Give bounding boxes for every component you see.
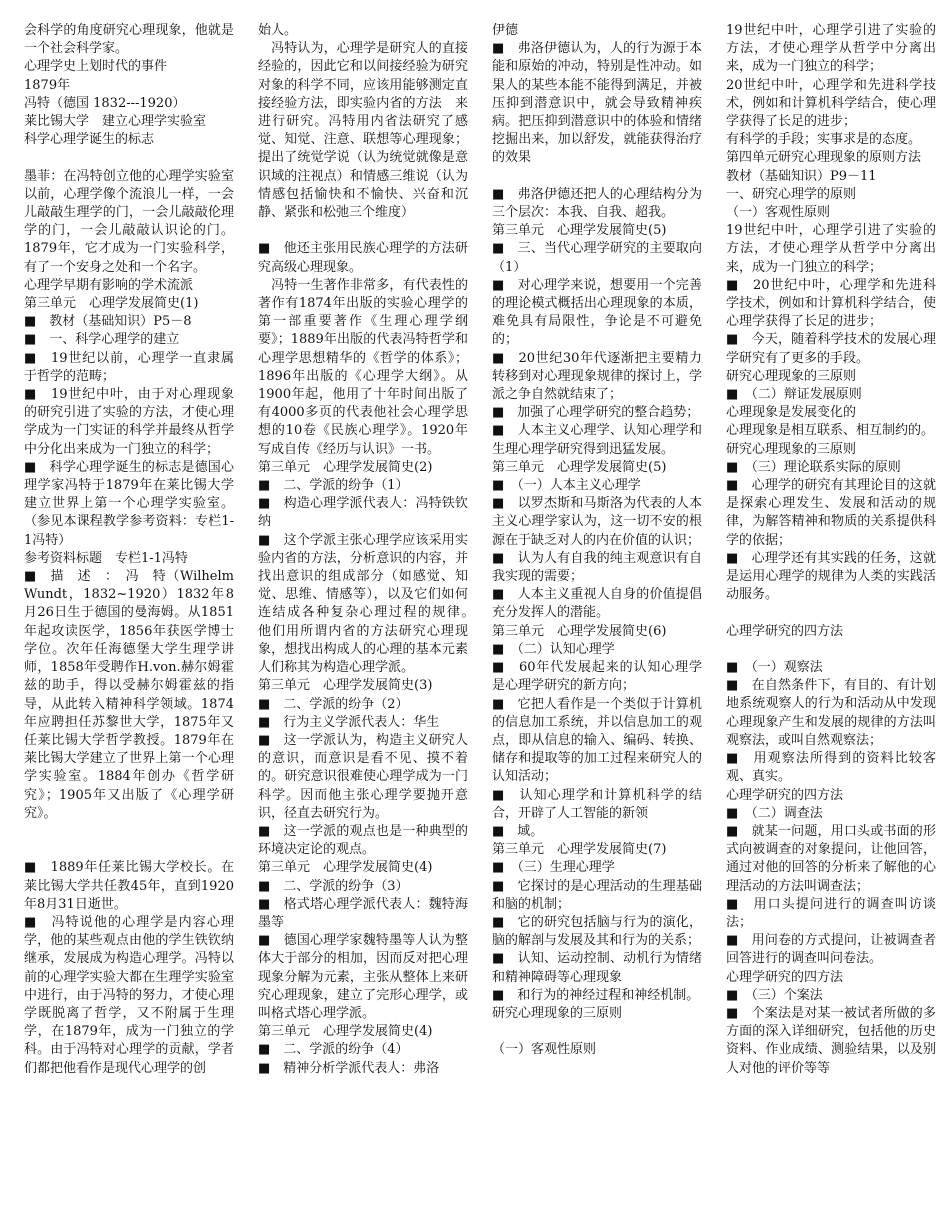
paragraph: 会科学的角度研究心理现象，他就是一个社会科学家。 xyxy=(24,23,234,57)
paragraph: ■ （三）个案法 xyxy=(726,987,823,1003)
paragraph: ■ 对心理学来说，想要用一个完善的理论模式概括出心理现象的本质，难免具有局限性，争论是不可避免的； xyxy=(492,277,702,348)
paragraph: ■ 以罗杰斯和马斯洛为代表的人本主义心理学家认为，这一切不安的根源在于缺乏对人的内在价值的认识； xyxy=(492,496,702,548)
paragraph: 第三单元 心理学发展简史(7) xyxy=(492,842,667,858)
paragraph: （一）客观性原则 xyxy=(726,205,831,221)
paragraph: 研究心理现象的三原则 xyxy=(726,441,857,457)
paragraph: 心理学早期有影响的学术流派 xyxy=(24,277,194,293)
paragraph: 冯特一生著作非常多，有代表性的著作有1874年出版的实验心理学的第一部重要著作《生理心理学纲要》；1889年出版的代表冯特哲学和心理学思想精华的《哲学的体系》；1896年出版的《心理学大纲》。从1900年起，他用了十年时间出版了有4000多页的代表他社会心理学思想的10卷《民族心理学》。1920年写成自传《经历与认识》一书。 xyxy=(258,277,468,457)
paragraph: 第三单元 心理学发展简史(3) xyxy=(258,678,433,694)
paragraph: ■ 格式塔心理学派代表人：魏特海墨等 xyxy=(258,896,468,930)
paragraph: ■ 人本主义重视人自身的价值提倡充分发挥人的潜能。 xyxy=(492,587,702,621)
paragraph: ■ 冯特说他的心理学是内容心理学，他的某些观点由他的学生铁钦纳继承，发展成为构造心理学。冯特以前的心理学实验大都在生理学实验室中进行，由于冯特的努力，才使心理学既脱离了哲学，又不附属于生理学，在1879年，成为一门独立的学科。由于冯特对心理学的贡献，学者们都把他看作是现代心理学的创 xyxy=(24,914,234,1076)
paragraph: ■ 二、学派的纷争（2） xyxy=(258,696,409,712)
paragraph: ■ 认知心理学和计算机科学的结合，开辟了人工智能的新领 xyxy=(492,787,702,821)
paragraph: 20世纪中叶，心理学和先进科学技术，例如和计算机科学结合，使心理学获得了长足的进步； xyxy=(726,77,936,130)
paragraph: ■ 认知、运动控制、动机行为情绪和精神障碍等心理现象 xyxy=(492,951,702,985)
paragraph: 第四单元研究心理现象的原则方法 xyxy=(726,150,922,166)
paragraph: 第三单元 心理学发展简史(6) xyxy=(492,623,667,639)
paragraph: ■ 弗洛伊德认为，人的行为源于本能和原始的冲动，特别是性冲动。如果人的某些本能不能得到满足，并被压抑到潜意识中，就会导致精神疾病。把压抑到潜意识中的体验和情绪挖掘出来，加以舒发，就能获得治疗的效果 xyxy=(492,41,702,166)
paragraph: 一、研究心理学的原则 xyxy=(726,186,857,202)
paragraph: ■ （一）人本主义心理学 xyxy=(492,478,641,494)
text-column-3 xyxy=(492,22,702,1222)
paragraph: ■ 这一学派认为，构造主义研究人的意识，而意识是看不见、摸不着的。研究意识很难使心理学成为一门科学。因而他主张心理学要抛开意识，径直去研究行为。 xyxy=(258,732,468,821)
paragraph xyxy=(492,1023,702,1041)
paragraph: 1879年 xyxy=(24,77,71,93)
paragraph xyxy=(24,823,234,841)
text-column-1 xyxy=(24,22,234,1222)
paragraph: 参考资料标题 专栏1-1冯特 xyxy=(24,550,188,566)
paragraph: ■ 用问卷的方式提问，让被调查者回答进行的调查叫问卷法。 xyxy=(726,933,936,967)
paragraph: ■ 和行为的神经过程和神经机制。 xyxy=(492,987,700,1003)
paragraph: ■ （二）调查法 xyxy=(726,805,823,821)
paragraph: ■ 科学心理学诞生的标志是德国心理学家冯特于1879年在莱比锡大学建立世界上第一个心理学实验室。（参见本课程教学参考资料：专栏1-1冯特） xyxy=(24,459,234,548)
paragraph xyxy=(258,222,468,240)
paragraph: 墨菲：在冯特创立他的心理学实验室以前，心理学像个流浪儿一样，一会儿敲敲生理学的门，一会儿敲敲伦理学的门，一会儿敲敲认识论的门。1879年，它才成为一门实验科学，有了一个安身之处和一个名字。 xyxy=(24,168,234,275)
paragraph: 心理现象是发展变化的 xyxy=(726,405,857,421)
text-column-2 xyxy=(258,22,482,1222)
paragraph: ■ 域。 xyxy=(492,823,544,839)
paragraph xyxy=(24,841,234,859)
paragraph: ■ 他还主张用民族心理学的方法研究高级心理现象。 xyxy=(258,241,468,275)
paragraph: ■ 二、学派的纷争（4） xyxy=(258,1042,409,1058)
paragraph: ■ 认为人有自我的纯主观意识有自我实现的需要； xyxy=(492,550,702,585)
paragraph: ■ 20世纪中叶，心理学和先进科学技术，例如和计算机科学结合，使心理学获得了长足的进步； xyxy=(726,277,936,330)
paragraph: ■ 二、学派的纷争（3） xyxy=(258,878,409,894)
paragraph: ■ 构造心理学派代表人：冯特铁钦纳 xyxy=(258,496,468,530)
paragraph: 教材（基础知识）P9－11 xyxy=(726,168,877,184)
paragraph: 冯特认为，心理学是研究人的直接经验的，因此它和以间接经验为研究对象的科学不同，应该用能够测定直接经验方法，即实验内省的方法 来进行研究。冯特用内省法研究了感觉、知觉、注意、联想等心理现象；提出了统觉学说（认为统觉就像是意识域的注视点）和情感三维说（认为情感包括愉快和不愉快、兴奋和沉静、紧张和松弛三个维度） xyxy=(258,41,468,221)
paragraph: ■ 描 述 ： 冯 特（Wilhelm Wundt，1832~1920）1832年8月26日生于德国的曼海姆。从1851年起攻读医学，1856年获医学博士学位。次年任海德堡大学生理学讲师，1858年受聘作H.von.赫尔姆霍兹的助手，得以受赫尔姆霍兹的指导，从此转入精神科学领域。1874年应聘担任苏黎世大学，1875年又任莱比锡大学哲学教授。1879年在莱比锡大学建立了世界上第一个心理学实验室。1884年创办《哲学研究》；1905年又出版了《心理学研究》。 xyxy=(24,569,234,821)
paragraph: 始人。 xyxy=(258,23,298,38)
paragraph: 第三单元 心理学发展简史(2) xyxy=(258,459,433,475)
paragraph: ■ （三）生理心理学 xyxy=(492,860,615,876)
paragraph: ■ 弗洛伊德还把人的心理结构分为三个层次：本我、自我、超我。 xyxy=(492,186,702,221)
paragraph: ■ 心理学的研究有其理论目的这就是探索心理发生、发展和活动的规律，为解答精神和物质的关系提供科学的依据； xyxy=(726,478,936,548)
paragraph: ■ 一、科学心理学的建立 xyxy=(24,332,180,348)
paragraph: ■ 它探讨的是心理活动的生理基础和脑的机制； xyxy=(492,878,702,912)
paragraph xyxy=(24,149,234,167)
paragraph: ■ （二）辩证发展原则 xyxy=(726,387,862,403)
paragraph: ■ 三、当代心理学研究的主要取向（1） xyxy=(492,241,702,275)
paragraph: ■ 用观察法所得到的资料比较客观、真实。 xyxy=(726,751,936,785)
paragraph: ■ 人本主义心理学、认知心理学和生理心理学研究得到迅猛发展。 xyxy=(492,423,702,457)
paragraph: 有科学的手段；实事求是的态度。 xyxy=(726,132,922,148)
paragraph: 第三单元 心理学发展简史(5) xyxy=(492,223,667,239)
paragraph: ■ 在自然条件下，有目的、有计划地系统观察人的行为和活动从中发现心理现象产生和发展的规律的方法叫观察法，或叫自然观察法； xyxy=(726,678,936,748)
paragraph: ■ 教材（基础知识）P5－8 xyxy=(24,314,192,330)
paragraph: ■ 个案法是对某一被试者所做的多方面的深入详细研究，包括他的历史资料、作业成绩、测验结果，以及别人对他的评价等等 xyxy=(726,1005,936,1076)
paragraph: 心理学研究的四方法 xyxy=(726,623,844,639)
paragraph: 第三单元 心理学发展简史(4) xyxy=(258,860,433,876)
paragraph: 心理学研究的四方法 xyxy=(726,969,844,985)
paragraph: ■ （三）理论联系实际的原则 xyxy=(726,459,901,475)
paragraph xyxy=(726,641,936,659)
paragraph: 心理学史上划时代的事件 xyxy=(24,59,168,75)
paragraph: ■ 加强了心理学研究的整合趋势； xyxy=(492,405,700,421)
paragraph: 心理现象是相互联系、相互制约的。 xyxy=(726,423,935,439)
paragraph xyxy=(492,168,702,186)
paragraph: 伊德 xyxy=(492,23,519,38)
paragraph: 心理学研究的四方法 xyxy=(726,787,844,803)
paragraph: ■ 心理学还有其实践的任务，这就是运用心理学的规律为人类的实践活动服务。 xyxy=(726,550,936,603)
paragraph: ■ 这一学派的观点也是一种典型的环境决定论的观点。 xyxy=(258,823,468,858)
paragraph: 科学心理学诞生的标志 xyxy=(24,132,155,148)
paragraph: ■ 今天，随着科学技术的发展心理学研究有了更多的手段。 xyxy=(726,332,936,366)
paragraph: ■ 行为主义学派代表人：华生 xyxy=(258,714,440,730)
paragraph: 研究心理现象的三原则 xyxy=(492,1005,623,1021)
paragraph: ■ 用口头提问进行的调查叫访谈法； xyxy=(726,896,936,930)
paragraph: 19世纪中叶，心理学引进了实验的方法，才使心理学从哲学中分离出来，成为一门独立的科学； xyxy=(726,223,936,275)
paragraph: 莱比锡大学 建立心理学实验室 xyxy=(24,114,207,130)
paragraph: 第三单元 心理学发展简史(1) xyxy=(24,296,199,312)
paragraph: （一）客观性原则 xyxy=(492,1042,597,1058)
paragraph: ■ （二）认知心理学 xyxy=(492,641,615,657)
paragraph: ■ 精神分析学派代表人：弗洛 xyxy=(258,1060,440,1076)
paragraph: ■ 19世纪以前，心理学一直隶属于哲学的范畴； xyxy=(24,350,234,384)
paragraph: ■ 德国心理学家魏特墨等人认为整体大于部分的相加，因而反对把心理现象分解为元素，主张从整体上来研究心理现象，建立了完形心理学，或叫格式塔心理学派。 xyxy=(258,933,468,1021)
paragraph: ■ 60年代发展起来的认知心理学是心理学研究的新方向； xyxy=(492,660,702,694)
paragraph: 冯特（德国 1832---1920） xyxy=(24,95,186,111)
paragraph: 研究心理现象的三原则 xyxy=(726,368,857,384)
paragraph: ■ 20世纪30年代逐渐把主要精力转移到对心理现象规律的探讨上，学派之争自然就结束了； xyxy=(492,350,702,403)
paragraph: ■ 这个学派主张心理学应该采用实验内省的方法，分析意识的内容，并找出意识的组成部分（如感觉、知觉、思维、情感等），以及它们如何连结成各种复杂心理过程的规律。 他们用所谓内省的方法研究心理现象，想找出构成人的心理的基本元素人们称其为构造心理学派。 xyxy=(258,532,482,676)
paragraph: ■ 它把人看作是一个类似于计算机的信息加工系统，并以信息加工的观点，即从信息的输入、编码、转换、储存和提取等的加工过程来研究人的认知活动； xyxy=(492,696,702,785)
paragraph: ■ 二、学派的纷争（1） xyxy=(258,478,409,494)
paragraph: ■ 就某一问题，用口头或书面的形式向被调查的对象提问，让他回答，通过对他的回答的分析来了解他的心理活动的方法叫调查法； xyxy=(726,823,936,894)
paragraph: 第三单元 心理学发展简史(5) xyxy=(492,459,667,475)
paragraph: ■ 它的研究包括脑与行为的演化，脑的解剖与发展及其和行为的关系； xyxy=(492,914,702,949)
paragraph: 第三单元 心理学发展简史(4) xyxy=(258,1024,433,1040)
paragraph: ■ 19世纪中叶，由于对心理现象的研究引进了实验的方法，才使心理学成为一门实证的科学并最终从哲学中分化出来成为一门独立的科学； xyxy=(24,387,234,457)
text-column-4 xyxy=(726,22,936,1222)
paragraph: 19世纪中叶，心理学引进了实验的方法，才使心理学从哲学中分离出来，成为一门独立的科学； xyxy=(726,23,936,75)
paragraph: ■ 1889年任莱比锡大学校长。在莱比锡大学共任教45年，直到1920年8月31日逝世。 xyxy=(24,860,234,912)
paragraph: ■ （一）观察法 xyxy=(726,660,823,676)
paragraph xyxy=(726,605,936,623)
